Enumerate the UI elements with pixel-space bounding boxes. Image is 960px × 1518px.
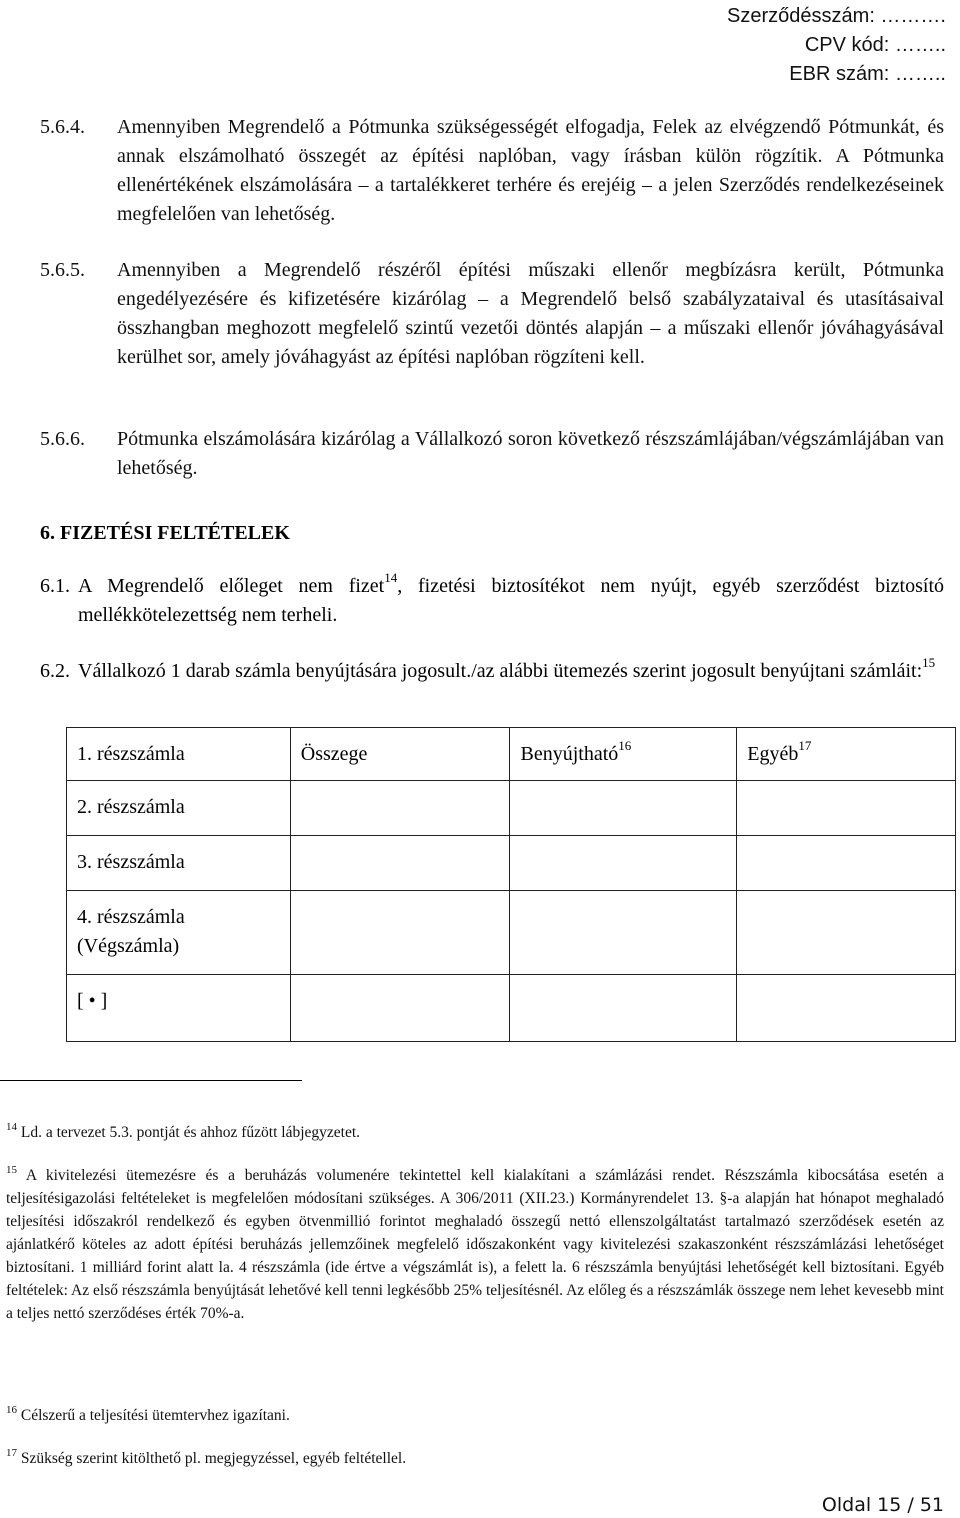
footnote-15: $^{15}$ A kivitelezési ütemezésre és a beruházás volumenére tekintettel kell kialakítani a számlázási rendet. Részszámla kibocsátása esetén a teljesítésigazolási feltételeket is megfelelően módosítani szükséges. A 306/2011 (XII.23.) Kormányrendelet 13. §-a alapján hat hónapot meghaladó teljesítési időszakról rendelkező és egyben ötvenmillió forintot meghaladó összegű nettó ellenszolgáltatást tartalmazó szerződések esetén az ajánlatkérő köteles az adott építési beruházás jellemzőinek megfelelő időszakonként vagy kivitelezési szakaszonként részszámlázási lehetőséget biztosítani. 1 milliárd forint alatt la. 4 részszámla (ide értve a végszámlát is), a felett la. 6 részszámla benyújtási lehetőségét kell biztosítani. Egyéb feltételek: Az első részszámla benyújtását lehetővé kell tenni legkésőbb 25% teljesítésnél. Az előleg és a részszámlák összege nem lehet kevesebb mint a teljes nettó szerződéses érték 70%-a.: [6, 1163, 944, 1322]
invoice-schedule-table: [66, 727, 956, 1042]
table-cell[interactable]: [737, 975, 956, 1042]
table-cell: 4. részszámla (Végszámla): [67, 891, 291, 975]
table-cell: 3. részszámla: [67, 836, 291, 891]
section-number: 6.2.: [40, 660, 70, 682]
contract-number: Szerződésszám: ……….: [727, 5, 946, 27]
footnote-number: 15: [6, 1163, 17, 1176]
ebr-number: EBR szám: ……..: [789, 63, 946, 85]
table-row: [67, 836, 956, 891]
section-5-6-6: [40, 425, 944, 483]
footnote-separator: [0, 1080, 302, 1081]
table-cell[interactable]: [290, 891, 510, 975]
section-number: 6.1.: [40, 575, 70, 597]
table-cell[interactable]: [737, 781, 956, 836]
table-cell[interactable]: [737, 891, 956, 975]
table-cell[interactable]: [510, 975, 737, 1042]
table-cell[interactable]: [290, 781, 510, 836]
section-text: Vállalkozó 1 darab számla benyújtására jogosult./az alábbi ütemezés szerint jogosult benyújtani számláit:$^{15}$: [78, 655, 936, 682]
table-row: [67, 728, 956, 781]
footnote-ref: 17: [798, 738, 812, 754]
footnote-number: 14: [6, 1120, 17, 1133]
section-5-6-4: [40, 113, 944, 229]
section-text: Amennyiben a Megrendelő részéről építési műszaki ellenőr megbízásra került, Pótmunka engedélyezésére és kifizetésére kizárólag – a Megrendelő belső szabályzataival és utasításaival összhangban meghozott megfelelő szintű vezetői döntés alapján – a műszaki ellenőr jóváhagyásával kerülhet sor, amely jóváhagyást az építési naplóban rögzíteni kell.: [117, 259, 944, 368]
footnote-16: $^{16}$ Célszerű a teljesítési ütemtervhez igazítani.: [6, 1403, 290, 1424]
section-6-1: [40, 572, 944, 630]
table-cell: Egyéb$^{17}$: [737, 728, 956, 781]
footnote-number: 17: [6, 1446, 17, 1459]
section-text: Pótmunka elszámolására kizárólag a Vállalkozó soron következő részszámlájában/végszámlájában van lehetőség.: [117, 428, 944, 479]
table-cell[interactable]: [290, 975, 510, 1042]
footnote-number: 16: [6, 1403, 17, 1416]
footnote-ref: 14: [384, 570, 398, 586]
section-number: 5.6.6.: [40, 428, 85, 450]
table-row: [67, 781, 956, 836]
table-cell[interactable]: [290, 836, 510, 891]
table-cell: 2. részszámla: [67, 781, 291, 836]
document-header: [727, 2, 946, 89]
footnote-17: $^{17}$ Szükség szerint kitölthető pl. megjegyzéssel, egyéb feltétellel.: [6, 1446, 407, 1467]
table-cell: Benyújtható$^{16}$: [510, 728, 737, 781]
section-text: A Megrendelő előleget nem fizet$^{14}$, fizetési biztosítékot nem nyújt, egyéb szerződést biztosító mellékkötelezettség nem terheli.: [78, 570, 945, 626]
footnote-ref: 15: [922, 655, 936, 671]
section-5-6-5: [40, 256, 944, 372]
table-cell[interactable]: [510, 836, 737, 891]
cpv-code: CPV kód: ……..: [804, 34, 946, 56]
section-number: 5.6.5.: [40, 259, 85, 281]
footnote-14: $^{14}$ Ld. a tervezet 5.3. pontját és ahhoz fűzött lábjegyzetet.: [6, 1120, 361, 1141]
table-cell: [ • ]: [67, 975, 291, 1042]
table-cell[interactable]: [737, 836, 956, 891]
page-number: Oldal 15 / 51: [821, 1494, 944, 1516]
table-cell[interactable]: [510, 781, 737, 836]
footnote-ref: 16: [618, 738, 632, 754]
section-heading: 6. FIZETÉSI FELTÉTELEK: [40, 522, 290, 544]
section-number: 5.6.4.: [40, 116, 85, 138]
section-6-2: [40, 657, 944, 686]
table-cell[interactable]: [510, 891, 737, 975]
table-cell: 1. részszámla: [67, 728, 291, 781]
section-text: Amennyiben Megrendelő a Pótmunka szükségességét elfogadja, Felek az elvégzendő Pótmunkát, és annak elszámolható összegét az építési naplóban, vagy írásban külön rögzítik. A Pótmunka ellenértékének elszámolására – a tartalékkeret terhére és erejéig – a jelen Szerződés rendelkezéseinek megfelelően van lehetőség.: [117, 116, 944, 225]
table-row: [67, 975, 956, 1042]
table-cell: Összege: [290, 728, 510, 781]
table-row: [67, 891, 956, 975]
